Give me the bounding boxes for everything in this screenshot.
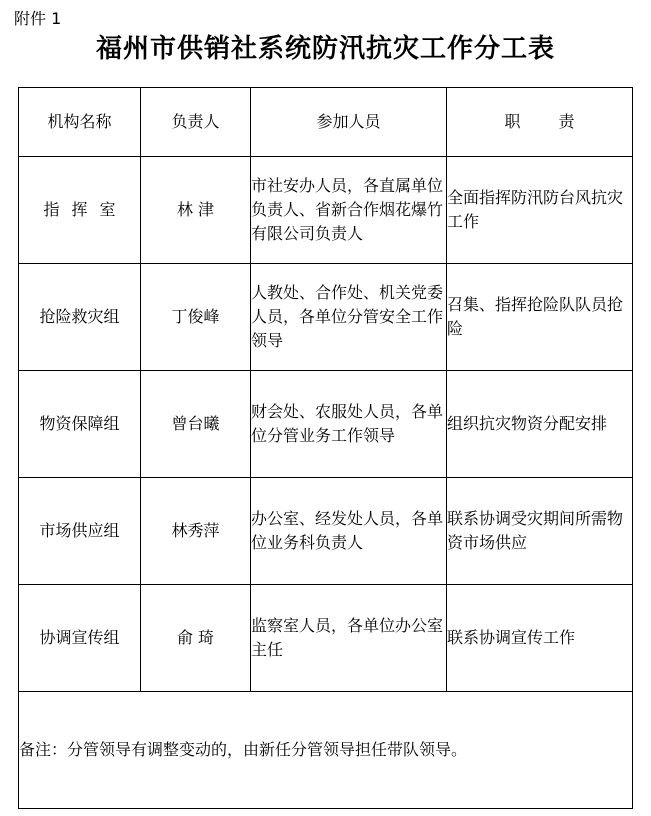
table-row [19, 264, 633, 371]
row-org: 市场供应组 [19, 478, 141, 585]
row-duty: 召集、指挥抢险队队员抢险 [447, 264, 633, 371]
attachment-label: 附件 1 [14, 9, 62, 28]
header-members: 参加人员 [251, 88, 447, 157]
table-row [19, 371, 633, 478]
row-members: 办公室、经发处人员，各单位业务科负责人 [251, 478, 447, 585]
row-org: 协调宣传组 [19, 585, 141, 692]
row-duty: 全面指挥防汛防台风抗灾工作 [447, 157, 633, 264]
row-members: 监察室人员，各单位办公室主任 [251, 585, 447, 692]
row-org: 指挥室 [43, 200, 128, 219]
header-duty [447, 88, 633, 157]
row-leader: 俞 琦 [141, 585, 251, 692]
division-of-work-table [18, 87, 633, 809]
document-title: 福州市供销社系统防汛抗灾工作分工表 [95, 34, 555, 64]
row-members: 财会处、农服处人员，各单位分管业务工作领导 [251, 371, 447, 478]
header-org: 机构名称 [19, 88, 141, 157]
row-members: 人教处、合作处、机关党委人员，各单位分管安全工作领导 [251, 264, 447, 371]
header-duty-char-1: 职 [504, 112, 521, 131]
row-leader: 林秀萍 [141, 478, 251, 585]
row-org: 抢险救灾组 [19, 264, 141, 371]
table-row [19, 478, 633, 585]
row-org: 物资保障组 [19, 371, 141, 478]
header-duty-char-2: 责 [558, 112, 575, 131]
header-leader: 负责人 [141, 88, 251, 157]
row-duty: 联系协调受灾期间所需物资市场供应 [447, 478, 633, 585]
row-leader: 林 津 [141, 157, 251, 264]
note-row [19, 692, 633, 809]
row-leader: 丁俊峰 [141, 264, 251, 371]
table-note: 备注：分管领导有调整变动的，由新任分管领导担任带队领导。 [19, 692, 633, 809]
table-row [19, 585, 633, 692]
table-header-row [19, 88, 633, 157]
row-leader: 曾台曦 [141, 371, 251, 478]
table-row [19, 157, 633, 264]
row-duty: 联系协调宣传工作 [447, 585, 633, 692]
row-members: 市社安办人员，各直属单位负责人、省新合作烟花爆竹有限公司负责人 [251, 157, 447, 264]
row-duty: 组织抗灾物资分配安排 [447, 371, 633, 478]
